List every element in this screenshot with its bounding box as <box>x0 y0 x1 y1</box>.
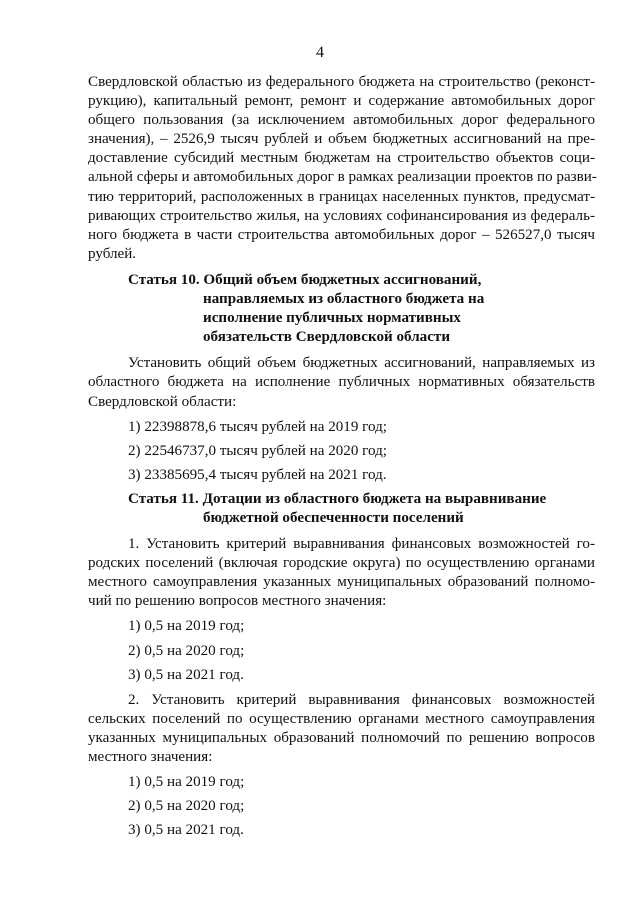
list-item: 3) 23385695,4 тысяч рублей на 2021 год. <box>128 466 387 483</box>
article-10-heading <box>88 271 595 347</box>
body-line: 1. Установить критерий выравнивания финансовых возможностей го- <box>128 536 595 553</box>
body-line: местного самоуправления указанных муниципальных образований полномо- <box>88 574 595 591</box>
list-item: 3) 0,5 на 2021 год. <box>128 822 244 839</box>
article-heading-line: направляемых из областного бюджета на <box>203 291 485 308</box>
body-line: родских поселений (включая городские округа) по осуществлению органами <box>88 555 595 572</box>
body-line: чий по решению вопросов местного значения: <box>88 593 387 610</box>
document-body <box>88 73 595 840</box>
list-item: 2) 0,5 на 2020 год; <box>128 798 245 815</box>
body-line: указанных муниципальных образований полномочий по решению вопросов <box>88 729 595 746</box>
body-line: местного значения: <box>88 749 213 765</box>
list-item: 2) 22546737,0 тысяч рублей на 2020 год; <box>128 442 387 459</box>
intro-line: общего пользования (за исключением автомобильных дорог федерального <box>88 112 595 129</box>
article-11-point-2 <box>88 691 595 767</box>
article-11-point-1 <box>88 535 595 611</box>
intro-line: доставление субсидий местным бюджетам на строительство объектов соци- <box>88 150 595 167</box>
body-line: Установить общий объем бюджетных ассигнований, направляемых из <box>128 355 595 372</box>
article-10-body <box>88 354 595 411</box>
article-10-items <box>88 418 595 485</box>
intro-paragraph <box>88 73 595 264</box>
article-heading-line: обязательств Свердловской области <box>203 329 451 346</box>
article-11-point-2-items <box>88 773 595 840</box>
intro-line: ривающих строительство жилья, на условиях софинансирования из федераль- <box>88 207 595 224</box>
intro-line: значения), – 2526,9 тысяч рублей и объем бюджетных ассигнований на пре- <box>88 131 595 148</box>
list-item: 1) 0,5 на 2019 год; <box>128 618 245 635</box>
article-heading-line: бюджетной обеспеченности поселений <box>203 509 464 526</box>
body-line: областного бюджета на исполнение публичных нормативных обязательств <box>88 374 595 391</box>
body-line: Свердловской области: <box>88 393 237 410</box>
list-item: 1) 0,5 на 2019 год; <box>128 774 245 791</box>
intro-line: Свердловской областью из федерального бюджета на строительство (реконст- <box>88 74 595 90</box>
intro-line: тию территорий, расположенных в границах населенных пунктов, предусмат- <box>88 188 595 205</box>
article-heading-line: Статья 10. Общий объем бюджетных ассигнований, <box>128 271 482 288</box>
intro-line: альной сферы и автомобильных дорог в рамках реализации проектов по разви- <box>88 169 597 186</box>
body-line: сельских поселений по осуществлению органами местного самоуправления <box>88 710 595 727</box>
list-item: 1) 22398878,6 тысяч рублей на 2019 год; <box>128 418 387 435</box>
article-11-point-1-items <box>88 617 595 684</box>
article-heading-line: исполнение публичных нормативных <box>203 310 461 327</box>
body-line: 2. Установить критерий выравнивания финансовых возможностей <box>128 691 595 708</box>
intro-line: ного бюджета в части строительства автомобильных дорог – 526527,0 тысяч <box>88 226 595 243</box>
list-item: 3) 0,5 на 2021 год. <box>128 666 244 683</box>
article-11-heading <box>88 490 595 528</box>
article-heading-line: Статья 11. Дотации из областного бюджета на выравнивание <box>128 490 547 507</box>
page-number: 4 <box>316 44 324 61</box>
list-item: 2) 0,5 на 2020 год; <box>128 642 245 659</box>
intro-line: рублей. <box>88 245 137 262</box>
intro-line: рукцию), капитальный ремонт, ремонт и содержание автомобильных дорог <box>88 93 595 110</box>
